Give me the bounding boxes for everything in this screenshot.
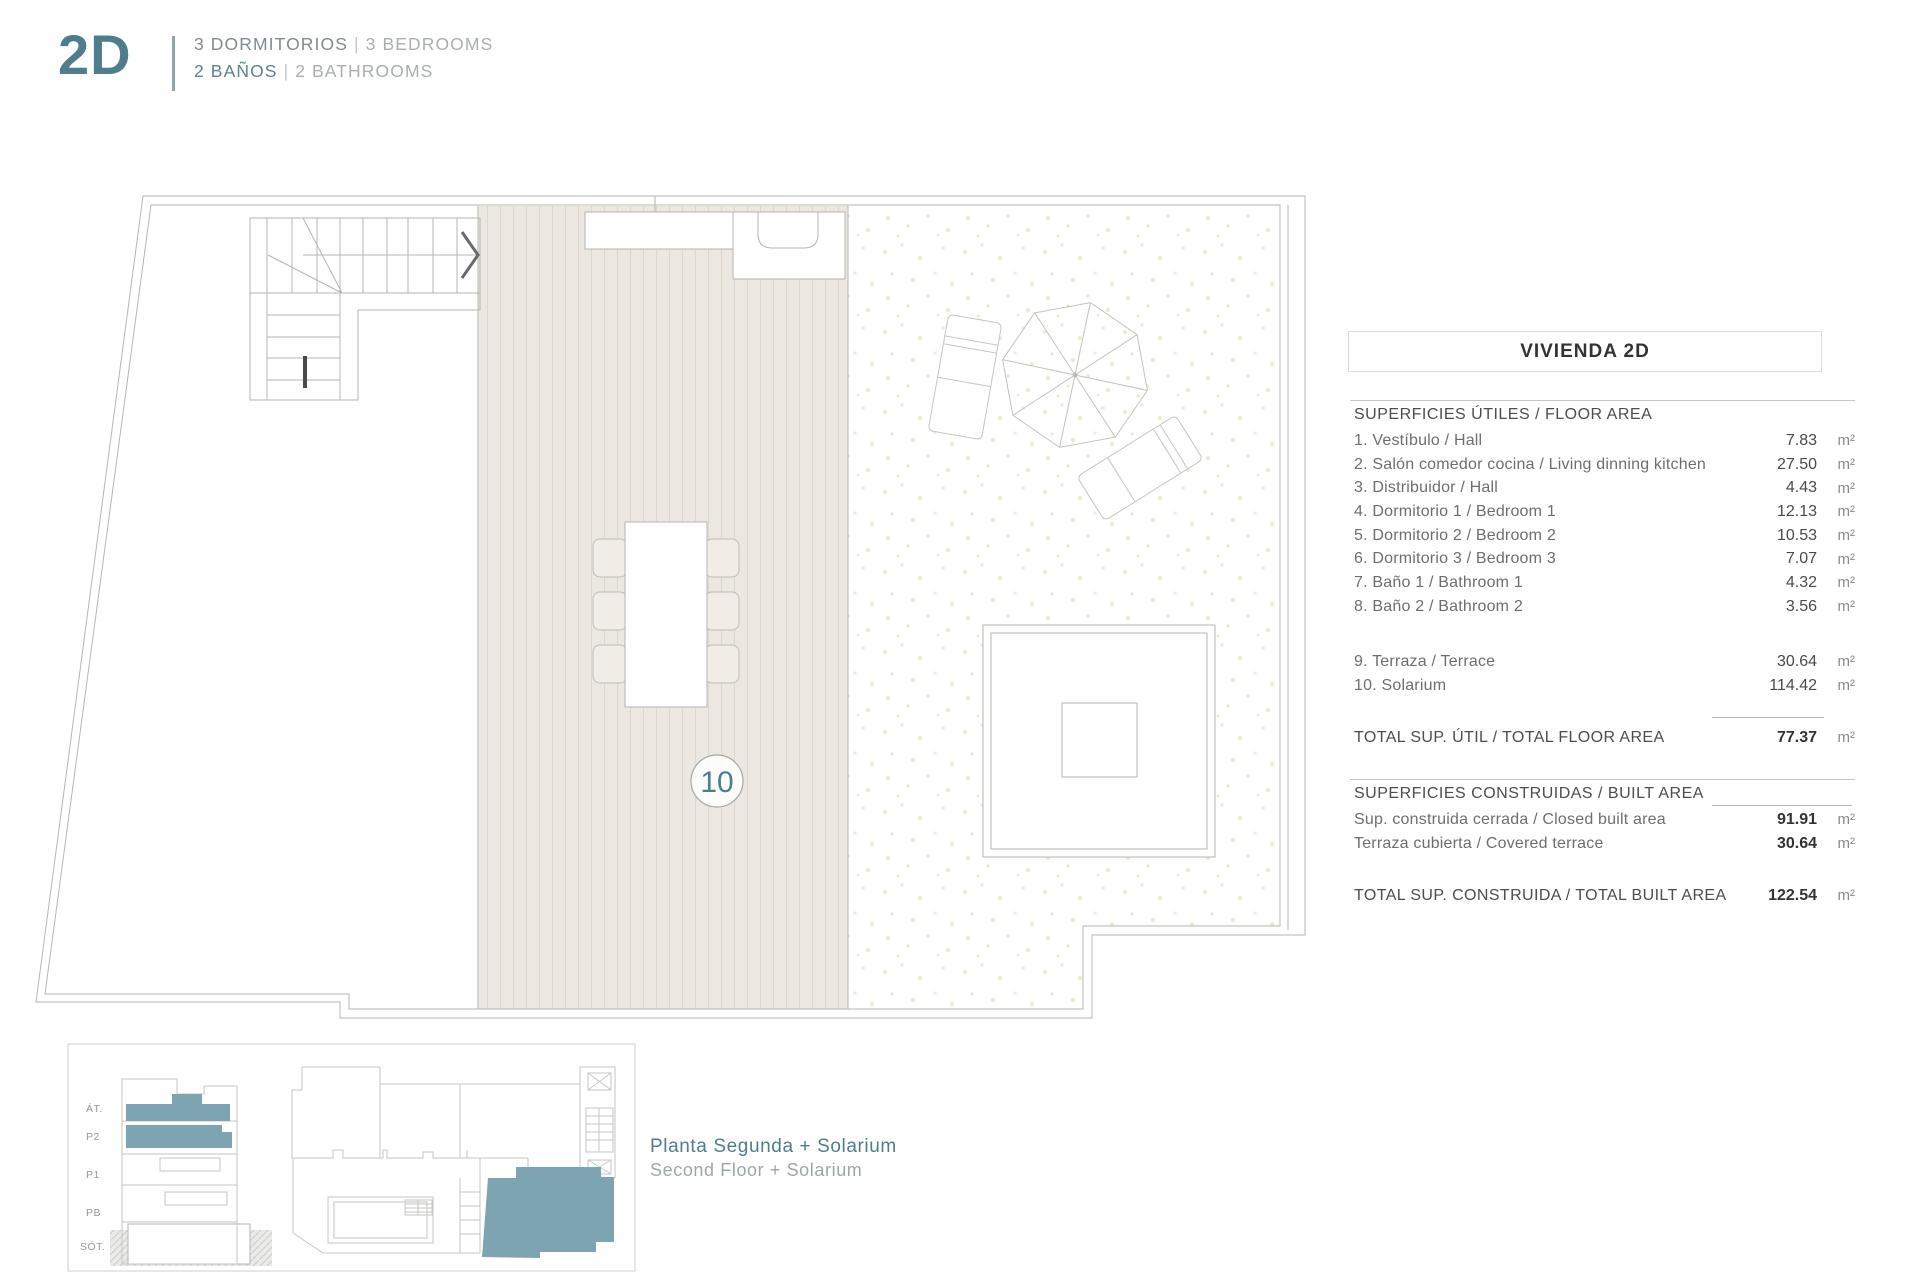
row-label: 8. Baño 2 / Bathroom 2	[1354, 597, 1523, 615]
row-label: 7. Baño 1 / Bathroom 1	[1354, 573, 1523, 591]
subtotal-rule	[1712, 805, 1852, 806]
location-inset	[68, 1044, 635, 1271]
caption-en: Second Floor + Solarium	[650, 1160, 863, 1180]
row-unit: m²	[1837, 835, 1855, 853]
built-rows	[1354, 808, 1855, 855]
area-row	[1354, 571, 1855, 595]
row-value: 4.43	[1785, 479, 1817, 497]
section-level-label: P2	[86, 1131, 100, 1143]
row-label: 3. Distribuidor / Hall	[1354, 479, 1499, 497]
floor-area-heading: SUPERFICIES ÚTILES / FLOOR AREA	[1354, 406, 1653, 423]
row-unit: m²	[1837, 527, 1855, 545]
row-value: 7.83	[1785, 431, 1817, 449]
total-value: 122.54	[1768, 886, 1817, 904]
stairs	[250, 218, 480, 400]
row-unit: m²	[1837, 503, 1855, 521]
row-label: 9. Terraza / Terrace	[1354, 652, 1496, 670]
room-number-badge	[691, 755, 743, 807]
row-unit: m²	[1837, 479, 1855, 497]
bathrooms-en: 2 BATHROOMS	[295, 61, 434, 81]
floor-area-rows	[1354, 429, 1855, 619]
row-unit: m²	[1837, 811, 1855, 829]
row-value: 12.13	[1776, 502, 1817, 520]
total-label: TOTAL SUP. CONSTRUIDA / TOTAL BUILT AREA	[1354, 886, 1727, 904]
total-built-row	[1354, 884, 1855, 908]
area-row	[1354, 547, 1855, 571]
row-label: 4. Dormitorio 1 / Bedroom 1	[1354, 502, 1556, 520]
dining-table	[625, 522, 707, 707]
highlighted-unit	[482, 1167, 614, 1258]
row-unit: m²	[1837, 729, 1855, 747]
row-unit: m²	[1837, 456, 1855, 474]
built-row	[1354, 832, 1855, 856]
row-label: 6. Dormitorio 3 / Bedroom 3	[1354, 550, 1556, 568]
main-plan	[36, 196, 1305, 1018]
area-row	[1354, 650, 1855, 674]
row-value: 30.64	[1776, 834, 1817, 852]
section-level-label: SÓT.	[80, 1241, 106, 1253]
divider-line	[1350, 779, 1855, 780]
total-floor-row	[1354, 726, 1855, 750]
room-number: 10	[700, 766, 734, 799]
area-row	[1354, 674, 1855, 698]
row-label: 2. Salón comedor cocina / Living dinning kitchen	[1354, 455, 1707, 473]
row-unit: m²	[1837, 432, 1855, 450]
row-value: 10.53	[1776, 526, 1817, 544]
row-label: Sup. construida cerrada / Closed built area	[1354, 810, 1666, 828]
row-unit: m²	[1837, 887, 1855, 905]
bedrooms-es: 3 DORMITORIOS	[194, 34, 348, 54]
section-level-label: ÁT.	[86, 1103, 103, 1115]
row-value: 4.32	[1785, 573, 1817, 591]
built-area-heading: SUPERFICIES CONSTRUIDAS / BUILT AREA	[1354, 785, 1704, 802]
separator: |	[354, 34, 360, 54]
row-unit: m²	[1837, 598, 1855, 616]
area-row	[1354, 524, 1855, 548]
panel-title: VIVIENDA 2D	[1348, 331, 1822, 372]
area-row	[1354, 476, 1855, 500]
caption-es: Planta Segunda + Solarium	[650, 1136, 897, 1157]
bathrooms-es: 2 BAÑOS	[194, 61, 278, 81]
row-value: 30.64	[1776, 652, 1817, 670]
divider-line	[1350, 400, 1855, 401]
row-unit: m²	[1837, 677, 1855, 695]
row-value: 3.56	[1785, 597, 1817, 615]
separator: |	[283, 61, 290, 81]
section-level-label: P1	[86, 1169, 100, 1181]
row-unit: m²	[1837, 653, 1855, 671]
row-unit: m²	[1837, 574, 1855, 592]
dining-set	[593, 522, 739, 707]
bedrooms-en: 3 BEDROOMS	[365, 34, 494, 54]
area-row	[1354, 595, 1855, 619]
row-label: 5. Dormitorio 2 / Bedroom 2	[1354, 526, 1556, 544]
row-label: 1. Vestíbulo / Hall	[1354, 431, 1483, 449]
area-row	[1354, 429, 1855, 453]
unit-logo: 2D	[58, 23, 132, 86]
section-level-label: PB	[86, 1207, 102, 1219]
row-label: 10. Solarium	[1354, 676, 1447, 694]
row-label: Terraza cubierta / Covered terrace	[1354, 834, 1604, 852]
built-row	[1354, 808, 1855, 832]
area-row	[1354, 453, 1855, 477]
solarium-floor	[848, 206, 1280, 1009]
row-value: 91.91	[1776, 810, 1817, 828]
row-value: 27.50	[1776, 455, 1817, 473]
total-value: 77.37	[1776, 728, 1817, 746]
terrace-rows	[1354, 650, 1855, 697]
total-label: TOTAL SUP. ÚTIL / TOTAL FLOOR AREA	[1354, 728, 1665, 746]
row-value: 7.07	[1785, 550, 1817, 568]
row-unit: m²	[1837, 550, 1855, 568]
area-row	[1354, 500, 1855, 524]
skylight	[983, 625, 1215, 857]
subtotal-rule	[1712, 717, 1824, 718]
row-value: 114.42	[1769, 676, 1817, 694]
